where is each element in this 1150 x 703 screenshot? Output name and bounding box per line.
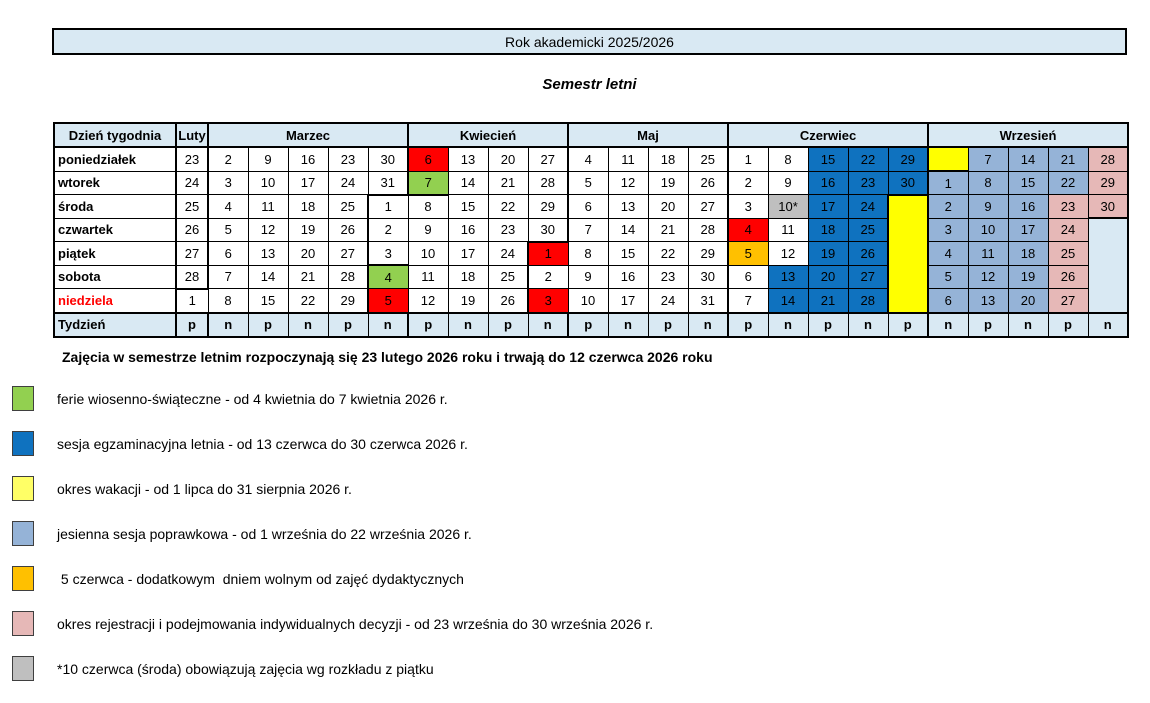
- week-row-label: Tydzień: [54, 313, 176, 337]
- date-cell: 9: [768, 171, 808, 195]
- date-cell: 7: [208, 265, 248, 289]
- date-cell: 26: [488, 289, 528, 313]
- date-cell: 16: [288, 147, 328, 171]
- month-header: Marzec: [208, 123, 408, 147]
- date-cell: 26: [1048, 265, 1088, 289]
- date-cell: 8: [208, 289, 248, 313]
- date-cell: 2: [528, 265, 568, 289]
- date-cell: 6: [408, 147, 448, 171]
- date-cell: 28: [176, 265, 208, 289]
- day-label: poniedziałek: [54, 147, 176, 171]
- date-cell: 24: [1048, 218, 1088, 242]
- week-parity-cell: n: [848, 313, 888, 337]
- date-cell: 11: [768, 218, 808, 242]
- week-parity-cell: n: [608, 313, 648, 337]
- date-cell: 2: [728, 171, 768, 195]
- date-cell: 7: [968, 147, 1008, 171]
- date-cell: 9: [248, 147, 288, 171]
- date-cell: 29: [528, 195, 568, 219]
- week-parity-cell: n: [288, 313, 328, 337]
- date-cell: 30: [528, 218, 568, 242]
- legend-item: [12, 521, 653, 546]
- date-cell: 25: [328, 195, 368, 219]
- date-cell: 31: [368, 171, 408, 195]
- date-cell: 30: [368, 147, 408, 171]
- date-cell: 14: [248, 265, 288, 289]
- date-cell: 20: [488, 147, 528, 171]
- date-cell: 11: [968, 242, 1008, 266]
- date-cell: 13: [968, 289, 1008, 313]
- week-parity-cell: p: [648, 313, 688, 337]
- date-cell: 16: [1008, 195, 1048, 219]
- date-cell: 6: [568, 195, 608, 219]
- date-cell: 4: [208, 195, 248, 219]
- date-cell: 5: [728, 242, 768, 266]
- date-cell: 19: [808, 242, 848, 266]
- legend-color-swatch: [12, 521, 34, 546]
- date-cell: 14: [608, 218, 648, 242]
- date-cell: 7: [728, 289, 768, 313]
- date-cell: 23: [1048, 195, 1088, 219]
- week-parity-cell: p: [248, 313, 288, 337]
- date-cell: [1088, 218, 1128, 313]
- week-parity-cell: n: [1008, 313, 1048, 337]
- date-cell: 17: [448, 242, 488, 266]
- date-cell: 21: [808, 289, 848, 313]
- week-parity-cell: n: [528, 313, 568, 337]
- semester-subtitle: Semestr letni: [542, 76, 637, 93]
- legend-label: 5 czerwca - dodatkowym dniem wolnym od zajęć dydaktycznych: [57, 570, 464, 587]
- date-cell: 9: [408, 218, 448, 242]
- week-parity-cell: n: [688, 313, 728, 337]
- date-cell: 27: [848, 265, 888, 289]
- month-header: Maj: [568, 123, 728, 147]
- date-cell: 26: [848, 242, 888, 266]
- week-parity-cell: p: [568, 313, 608, 337]
- date-cell: 24: [488, 242, 528, 266]
- date-cell: 27: [528, 147, 568, 171]
- date-cell: 13: [248, 242, 288, 266]
- day-label: środa: [54, 195, 176, 219]
- date-cell: 27: [688, 195, 728, 219]
- date-cell: 22: [648, 242, 688, 266]
- date-cell: 18: [808, 218, 848, 242]
- week-parity-cell: n: [208, 313, 248, 337]
- date-cell: 5: [928, 265, 968, 289]
- date-cell: [928, 147, 968, 171]
- week-parity-cell: p: [1048, 313, 1088, 337]
- date-cell: 1: [728, 147, 768, 171]
- date-cell: 30: [688, 265, 728, 289]
- date-cell: 27: [1048, 289, 1088, 313]
- date-cell: 3: [728, 195, 768, 219]
- date-cell: 26: [328, 218, 368, 242]
- date-cell: 15: [448, 195, 488, 219]
- week-parity-cell: p: [968, 313, 1008, 337]
- date-cell: 12: [968, 265, 1008, 289]
- date-cell: 22: [488, 195, 528, 219]
- date-cell: 20: [1008, 289, 1048, 313]
- day-label: wtorek: [54, 171, 176, 195]
- month-header: Czerwiec: [728, 123, 928, 147]
- date-cell: 26: [176, 218, 208, 242]
- date-cell: 19: [648, 171, 688, 195]
- date-cell: 12: [608, 171, 648, 195]
- legend-item: [12, 431, 653, 456]
- date-cell: 7: [568, 218, 608, 242]
- date-cell: 23: [648, 265, 688, 289]
- date-cell: 15: [608, 242, 648, 266]
- date-cell: 20: [288, 242, 328, 266]
- date-cell: 12: [248, 218, 288, 242]
- date-cell: 9: [568, 265, 608, 289]
- date-cell: 26: [688, 171, 728, 195]
- date-cell: 12: [768, 242, 808, 266]
- date-cell: 29: [328, 289, 368, 313]
- date-cell: 12: [408, 289, 448, 313]
- date-cell: 6: [208, 242, 248, 266]
- date-cell: 25: [848, 218, 888, 242]
- date-cell: 18: [448, 265, 488, 289]
- date-cell: 29: [1088, 171, 1128, 195]
- legend-label: ferie wiosenno-świąteczne - od 4 kwietnia do 7 kwietnia 2026 r.: [57, 390, 448, 407]
- date-cell: 4: [928, 242, 968, 266]
- date-cell: 21: [648, 218, 688, 242]
- date-cell: 20: [648, 195, 688, 219]
- date-cell: 11: [408, 265, 448, 289]
- date-cell: 4: [728, 218, 768, 242]
- date-cell: 3: [928, 218, 968, 242]
- date-cell: 4: [568, 147, 608, 171]
- week-parity-cell: p: [176, 313, 208, 337]
- date-cell: 19: [288, 218, 328, 242]
- date-cell: 6: [728, 265, 768, 289]
- date-cell: 17: [808, 195, 848, 219]
- legend-label: jesienna sesja poprawkowa - od 1 września do 22 września 2026 r.: [57, 525, 472, 542]
- date-cell: 1: [176, 289, 208, 313]
- date-cell: 10: [408, 242, 448, 266]
- date-cell: 28: [328, 265, 368, 289]
- date-cell: 30: [1088, 195, 1128, 219]
- date-cell: 13: [608, 195, 648, 219]
- date-cell: 22: [1048, 171, 1088, 195]
- week-parity-cell: p: [728, 313, 768, 337]
- date-cell: 23: [328, 147, 368, 171]
- date-cell: 14: [448, 171, 488, 195]
- legend-color-swatch: [12, 566, 34, 591]
- date-cell: 8: [768, 147, 808, 171]
- legend-label: okres rejestracji i podejmowania indywidualnych decyzji - od 23 września do 30 września 2026 r.: [57, 615, 654, 632]
- date-cell: 21: [288, 265, 328, 289]
- date-cell: 10: [248, 171, 288, 195]
- legend-item: [12, 476, 653, 501]
- month-header: Kwiecień: [408, 123, 568, 147]
- date-cell: 24: [176, 171, 208, 195]
- date-cell: 11: [248, 195, 288, 219]
- week-parity-cell: p: [488, 313, 528, 337]
- legend-item: [12, 656, 653, 681]
- date-cell: 11: [608, 147, 648, 171]
- date-cell: 25: [688, 147, 728, 171]
- date-cell: 27: [176, 242, 208, 266]
- date-cell: 19: [1008, 265, 1048, 289]
- date-cell: 5: [368, 289, 408, 313]
- date-cell: 25: [1048, 242, 1088, 266]
- date-cell: 14: [768, 289, 808, 313]
- date-cell: 16: [608, 265, 648, 289]
- date-cell: 2: [928, 195, 968, 219]
- day-label: czwartek: [54, 218, 176, 242]
- month-header: Luty: [176, 123, 208, 147]
- week-parity-cell: n: [768, 313, 808, 337]
- date-cell: 14: [1008, 147, 1048, 171]
- day-label: piątek: [54, 242, 176, 266]
- legend-item: [12, 611, 653, 636]
- date-cell: 9: [968, 195, 1008, 219]
- date-cell: 5: [208, 218, 248, 242]
- legend-item: [12, 566, 653, 591]
- legend: [12, 386, 653, 701]
- date-cell: 31: [688, 289, 728, 313]
- date-cell: 28: [688, 218, 728, 242]
- date-cell: 8: [408, 195, 448, 219]
- week-parity-cell: n: [1088, 313, 1128, 337]
- date-cell: 29: [888, 147, 928, 171]
- date-cell: 28: [1088, 147, 1128, 171]
- date-cell: 21: [1048, 147, 1088, 171]
- date-cell: 25: [176, 195, 208, 219]
- legend-label: sesja egzaminacyjna letnia - od 13 czerwca do 30 czerwca 2026 r.: [57, 435, 468, 452]
- date-cell: 20: [808, 265, 848, 289]
- month-header: Wrzesień: [928, 123, 1128, 147]
- week-parity-cell: n: [368, 313, 408, 337]
- date-cell: 16: [448, 218, 488, 242]
- date-cell: [888, 195, 928, 313]
- date-cell: 1: [368, 195, 408, 219]
- date-cell: 28: [848, 289, 888, 313]
- date-cell: 3: [528, 289, 568, 313]
- date-cell: 29: [688, 242, 728, 266]
- date-cell: 24: [328, 171, 368, 195]
- date-cell: 13: [448, 147, 488, 171]
- week-parity-cell: n: [928, 313, 968, 337]
- week-parity-cell: p: [888, 313, 928, 337]
- date-cell: 19: [448, 289, 488, 313]
- date-cell: 27: [328, 242, 368, 266]
- day-of-week-header: Dzień tygodnia: [54, 123, 176, 147]
- date-cell: 15: [248, 289, 288, 313]
- date-cell: 23: [848, 171, 888, 195]
- date-cell: 22: [288, 289, 328, 313]
- legend-color-swatch: [12, 386, 34, 411]
- date-cell: 17: [608, 289, 648, 313]
- date-cell: 17: [1008, 218, 1048, 242]
- week-parity-cell: p: [408, 313, 448, 337]
- date-cell: 30: [888, 171, 928, 195]
- date-cell: 24: [848, 195, 888, 219]
- academic-year-title-box: [52, 28, 1127, 55]
- date-cell: 17: [288, 171, 328, 195]
- academic-year-title: Rok akademicki 2025/2026: [505, 33, 674, 50]
- date-cell: 25: [488, 265, 528, 289]
- week-parity-cell: n: [448, 313, 488, 337]
- date-cell: 1: [928, 171, 968, 195]
- date-cell: 23: [488, 218, 528, 242]
- date-cell: 10: [968, 218, 1008, 242]
- week-parity-cell: p: [328, 313, 368, 337]
- legend-label: *10 czerwca (środa) obowiązują zajęcia wg rozkładu z piątku: [57, 660, 434, 677]
- legend-item: [12, 386, 653, 411]
- date-cell: 10*: [768, 195, 808, 219]
- date-cell: 8: [568, 242, 608, 266]
- date-cell: 8: [968, 171, 1008, 195]
- legend-color-swatch: [12, 656, 34, 681]
- date-cell: 5: [568, 171, 608, 195]
- date-cell: 13: [768, 265, 808, 289]
- date-cell: 23: [176, 147, 208, 171]
- week-parity-cell: p: [808, 313, 848, 337]
- date-cell: 18: [288, 195, 328, 219]
- date-cell: 2: [368, 218, 408, 242]
- date-cell: 22: [848, 147, 888, 171]
- date-cell: 1: [528, 242, 568, 266]
- date-cell: 15: [808, 147, 848, 171]
- date-cell: 6: [928, 289, 968, 313]
- date-cell: 10: [568, 289, 608, 313]
- date-cell: 16: [808, 171, 848, 195]
- day-label: niedziela: [54, 289, 176, 313]
- legend-color-swatch: [12, 611, 34, 636]
- date-cell: 18: [1008, 242, 1048, 266]
- date-cell: 21: [488, 171, 528, 195]
- date-cell: 7: [408, 171, 448, 195]
- legend-color-swatch: [12, 476, 34, 501]
- calendar-table: [53, 122, 1129, 338]
- date-cell: 3: [208, 171, 248, 195]
- date-cell: 15: [1008, 171, 1048, 195]
- date-cell: 4: [368, 265, 408, 289]
- date-cell: 2: [208, 147, 248, 171]
- semester-dates-note: Zajęcia w semestrze letnim rozpoczynają się 23 lutego 2026 roku i trwają do 12 czerwca 2026 roku: [62, 349, 713, 365]
- day-label: sobota: [54, 265, 176, 289]
- date-cell: 18: [648, 147, 688, 171]
- date-cell: 24: [648, 289, 688, 313]
- date-cell: 28: [528, 171, 568, 195]
- date-cell: 3: [368, 242, 408, 266]
- legend-color-swatch: [12, 431, 34, 456]
- legend-label: okres wakacji - od 1 lipca do 31 sierpnia 2026 r.: [57, 480, 352, 497]
